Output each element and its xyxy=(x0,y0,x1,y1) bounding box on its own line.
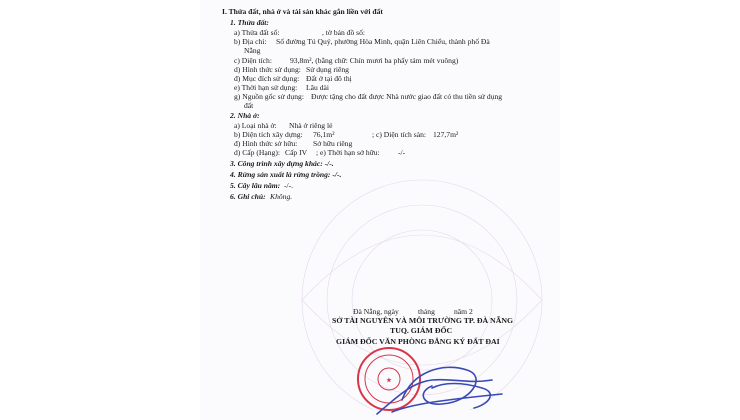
address-label: b) Địa chỉ: xyxy=(234,37,267,46)
ownership-term-value: -/- xyxy=(398,148,406,157)
usage-form-label: d) Hình thức sử dụng: xyxy=(234,65,301,74)
sign-date-label: Đà Nẵng, ngày xyxy=(353,307,399,316)
usage-purpose-label: đ) Mục đích sử dụng: xyxy=(234,74,300,83)
usage-form-value: Sử dụng riêng xyxy=(306,65,349,74)
origin-label: g) Nguồn gốc sử dụng: xyxy=(234,92,304,101)
house-type-value: Nhà ở riêng lẻ xyxy=(289,121,333,130)
build-area-label: b) Diện tích xây dựng: xyxy=(234,130,303,139)
perennial-trees-value: -/-. xyxy=(284,181,294,190)
ownership-term-label: ; e) Thời hạn sở hữu: xyxy=(316,148,380,157)
sign-month-label: tháng xyxy=(418,307,435,316)
house-type-label: a) Loại nhà ở: xyxy=(234,121,277,130)
signer-role: TUQ. GIÁM ĐỐC xyxy=(390,326,453,335)
section-title: I. Thửa đất, nhà ở và tài sản khác gắn liền với đất xyxy=(222,7,383,16)
perennial-trees-label: 5. Cây lâu năm: xyxy=(230,181,281,190)
signer-office: GIÁM ĐỐC VĂN PHÒNG ĐĂNG KÝ ĐẤT ĐAI xyxy=(336,337,500,346)
origin-value: Được tặng cho đất được Nhà nước giao đất có thu tiền sử dụng xyxy=(311,92,503,101)
notes-label: 6. Ghi chú: xyxy=(230,192,266,201)
handwritten-signature xyxy=(372,352,512,420)
grade-label: d) Cấp (Hạng): xyxy=(234,148,280,157)
usage-purpose-value: Đất ở tại đô thị xyxy=(306,74,352,83)
svg-text:★: ★ xyxy=(386,378,392,384)
production-forest: 4. Rừng sản xuất là rừng trồng: -/-. xyxy=(230,170,342,179)
address-value: Số đường Tú Quý, phường Hòa Minh, quận Liên Chiểu, thành phố Đà xyxy=(276,37,490,46)
house-heading: 2. Nhà ở: xyxy=(230,111,260,120)
grade-value: Cấp IV xyxy=(285,148,308,157)
other-construction: 3. Công trình xây dựng khác: -/-. xyxy=(230,159,334,168)
origin-value-cont: đất xyxy=(244,101,254,110)
floor-area-value: 127,7m² xyxy=(433,130,459,139)
usage-term-value: Lâu dài xyxy=(306,83,329,92)
area-value: 93,8m², (bằng chữ: Chín mươi ba phẩy tám mét vuông) xyxy=(290,56,459,65)
issuing-organization: SỞ TÀI NGUYÊN VÀ MÔI TRƯỜNG TP. ĐÀ NẴNG xyxy=(332,316,514,325)
notes-value: Không. xyxy=(270,192,293,201)
address-value-cont: Nẵng xyxy=(244,46,261,55)
area-label: c) Diện tích: xyxy=(234,56,272,65)
ownership-value: Sở hữu riêng xyxy=(313,139,353,148)
land-plot-heading: 1. Thửa đất: xyxy=(230,18,269,27)
ownership-label: đ) Hình thức sở hữu: xyxy=(234,139,298,148)
usage-term-label: e) Thời hạn sử dụng: xyxy=(234,83,298,92)
sign-year-label: năm 2 xyxy=(454,307,473,316)
floor-area-label: ; c) Diện tích sàn: xyxy=(372,130,426,139)
map-sheet-label: , tờ bản đồ số: xyxy=(322,28,366,37)
build-area-value: 76,1m² xyxy=(313,130,335,139)
plot-number-label: a) Thửa đất số: xyxy=(234,28,280,37)
